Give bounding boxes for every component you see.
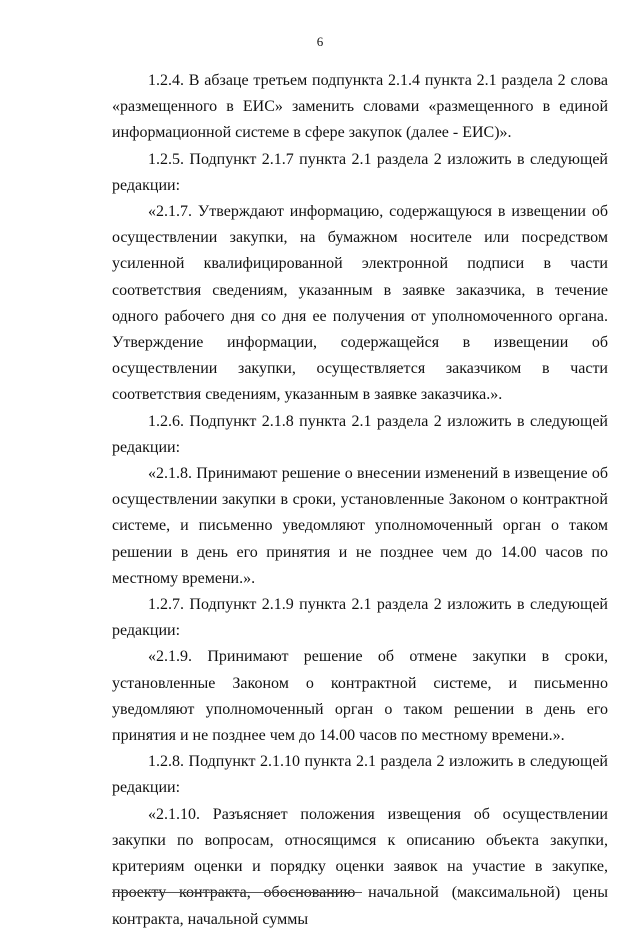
paragraph-1-2-4: 1.2.4. В абзаце третьем подпункта 2.1.4 пункта 2.1 раздела 2 слова «размещенного в ЕИС» заменить словами «размещенного в единой информационной системе в сфере закупок (далее - ЕИС)». xyxy=(112,72,608,142)
page-number: 6 xyxy=(316,34,324,49)
document-body xyxy=(112,68,608,933)
paragraph-2-1-10: «2.1.10. Разъясняет положения извещения об осуществлении закупки по вопросам, относящимся к описанию объекта закупки, критериям оценки и порядку оценки заявок на участие в закупке, проекту контракта, обоснованию начальной (максимальной) цены контракта, начальной суммы xyxy=(112,805,608,928)
paragraph-2-1-9: «2.1.9. Принимают решение об отмене закупки в сроки, установленные Законом о контрактной системе, и письменно уведомляют уполномоченный орган о таком решении в день его принятия и не позднее чем до 14.00 часов по местному времени.». xyxy=(112,648,608,745)
paragraph-2-1-7: «2.1.7. Утверждают информацию, содержащуюся в извещении об осуществлении закупки, на бумажном носителе или посредством усиленной квалифицированной электронной подписи в части соответствия сведениям, указанным в заявке заказчика, в течение одного рабочего дня со дня ее получения от уполномоченного органа. Утверждение информации, содержащейся в извещении об осуществлении закупки, осуществляется заказчиком в части соответствия сведениям, указанным в заявке заказчика.». xyxy=(112,203,608,404)
paragraph-1-2-6: 1.2.6. Подпункт 2.1.8 пункта 2.1 раздела 2 изложить в следующей редакции: xyxy=(112,412,608,456)
paragraph-1-2-8: 1.2.8. Подпункт 2.1.10 пункта 2.1 раздела 2 изложить в следующей редакции: xyxy=(112,753,608,797)
paragraph-1-2-7: 1.2.7. Подпункт 2.1.9 пункта 2.1 раздела 2 изложить в следующей редакции: xyxy=(112,596,608,640)
paragraph-2-1-8: «2.1.8. Принимают решение о внесении изменений в извещение об осуществлении закупки в сроки, установленные Законом о контрактной системе, и письменно уведомляют уполномоченный орган о таком решении в день его принятия и не позднее чем до 14.00 часов по местному времени.». xyxy=(112,465,608,587)
paragraph-1-2-5: 1.2.5. Подпункт 2.1.7 пункта 2.1 раздела 2 изложить в следующей редакции: xyxy=(112,150,608,194)
bottom-rule xyxy=(112,892,362,893)
